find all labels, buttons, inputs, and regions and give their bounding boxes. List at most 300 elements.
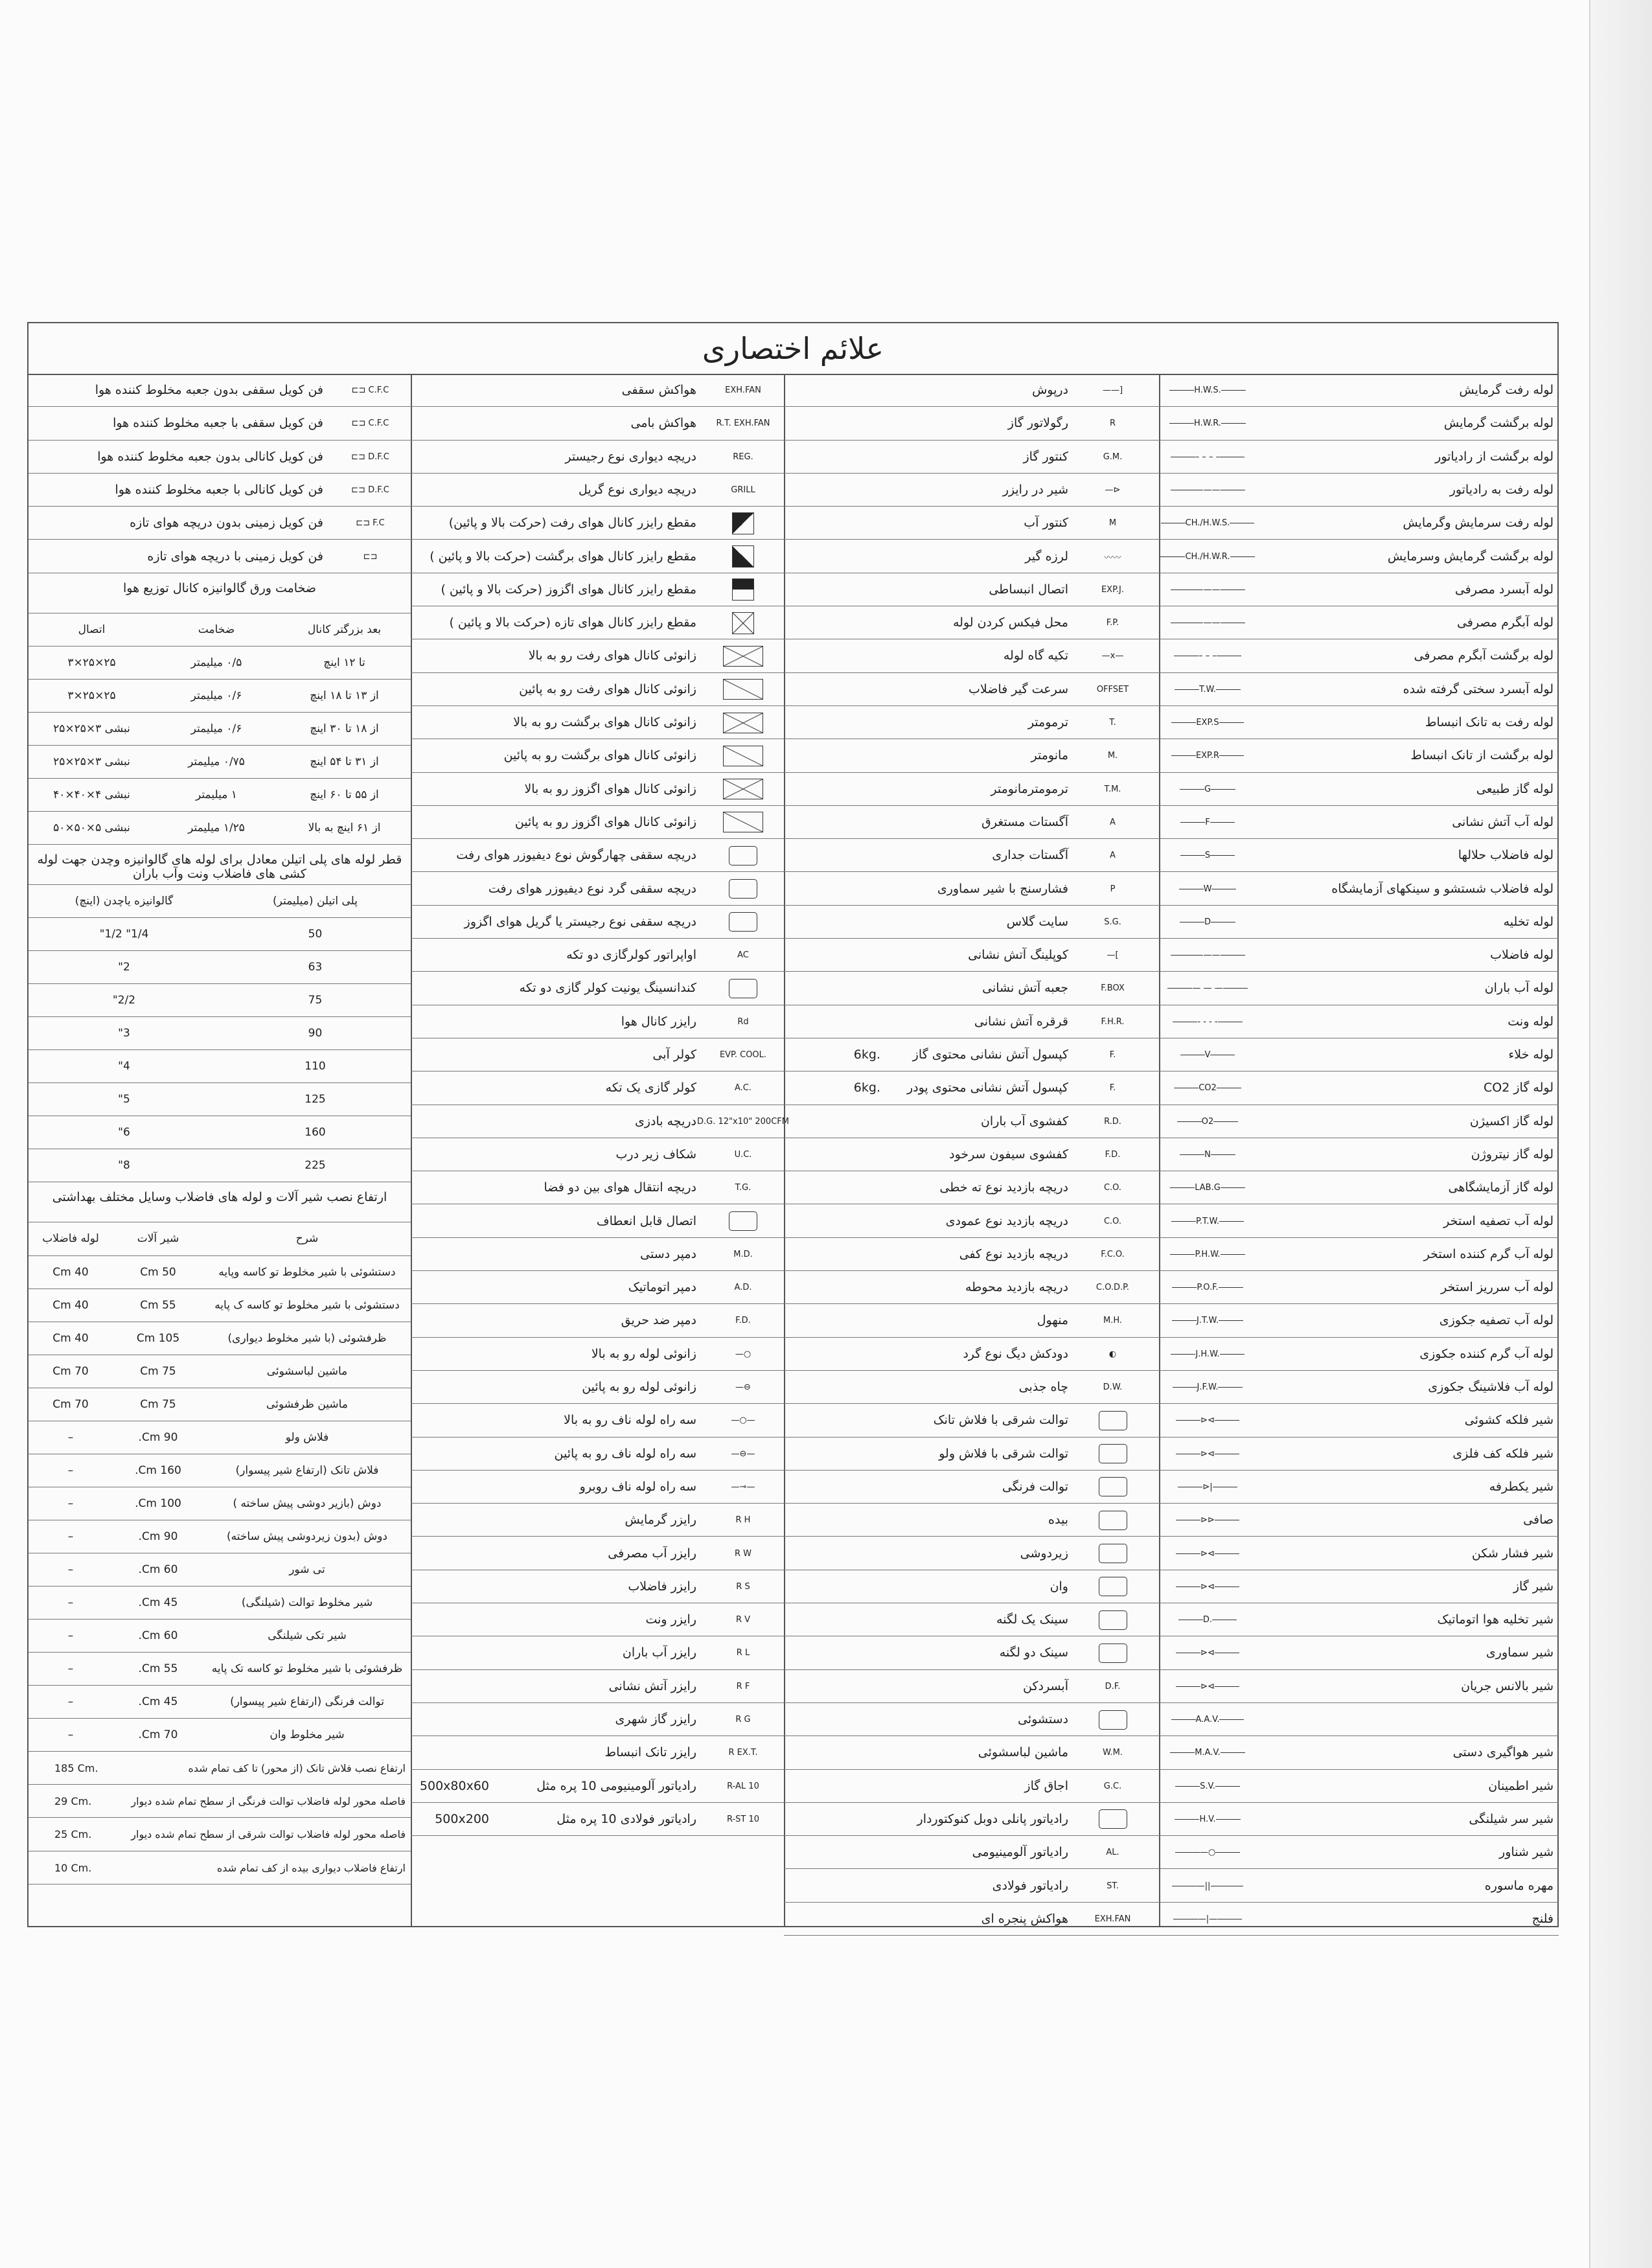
fixture-symbol xyxy=(1069,1636,1156,1669)
symbol-code: ⊳⊳ xyxy=(1200,1515,1215,1526)
symbol-code: M.A.V. xyxy=(1195,1748,1221,1758)
legend-row xyxy=(1159,639,1559,672)
legend-label: ارتفاع نصب فلاش تانک (از محور) تا کف تمام شده xyxy=(188,1761,406,1774)
legend-label: رایزر آب مصرفی xyxy=(608,1546,696,1561)
table-cell: 45 Cm. xyxy=(138,1596,178,1609)
hvac-symbol xyxy=(702,1205,784,1238)
table-header-cell: بعد بزرگتر کانال xyxy=(307,623,382,636)
pipe-symbol xyxy=(1159,1703,1256,1736)
legend-row xyxy=(1159,507,1559,540)
table-cell: 55 Cm. xyxy=(138,1662,178,1675)
pipe-row xyxy=(29,1083,411,1116)
legend-row xyxy=(411,1238,784,1271)
symbol-code: —x— xyxy=(1101,651,1124,661)
symbol-code: N xyxy=(1204,1149,1211,1160)
legend-row xyxy=(1159,1438,1559,1471)
legend-row xyxy=(411,1603,784,1636)
table-title-text: ضخامت ورق گالوانیزه کانال توزیع هوا xyxy=(123,580,316,595)
fancoil-row xyxy=(29,474,411,507)
table-cell: فلاش ولو xyxy=(285,1430,329,1444)
legend-row xyxy=(1159,1138,1559,1171)
pipe-symbol xyxy=(1159,1005,1256,1038)
symbol-code: H.W.S. xyxy=(1194,385,1221,395)
pipe-symbol xyxy=(1159,1171,1256,1204)
line-mark xyxy=(1213,1121,1238,1122)
legend-label: دریچه سقفی چهارگوش نوع دیفیوزر هوای رفت xyxy=(456,848,696,863)
legend-row xyxy=(1159,1570,1559,1603)
duct-row xyxy=(29,746,411,779)
legend-label: لوله تخلیه xyxy=(1503,914,1554,929)
fixture-symbol xyxy=(1069,1071,1156,1105)
legend-row xyxy=(784,1670,1159,1703)
legend-label: شیر شناور xyxy=(1499,1845,1554,1860)
legend-row xyxy=(784,1371,1159,1404)
symbol-code: —⊳ xyxy=(1105,485,1121,495)
symbol-code: ——] xyxy=(1102,385,1123,395)
legend-row xyxy=(784,673,1159,706)
fixture-symbol xyxy=(1069,1304,1156,1337)
legend-label: دریچه دیواری نوع گریل xyxy=(578,482,696,497)
legend-row xyxy=(784,1171,1159,1204)
fixture-symbol xyxy=(1069,739,1156,772)
table-header-cell: لوله فاضلاب xyxy=(42,1232,99,1246)
line-mark xyxy=(1223,988,1248,989)
table-cell: 5" xyxy=(118,1093,130,1106)
pipe-symbol xyxy=(1159,1603,1256,1636)
hvac-symbol xyxy=(702,1471,784,1504)
legend-label: ترمومتر xyxy=(1027,715,1068,729)
legend-label: دریچه بازدید نوع کفی xyxy=(959,1246,1068,1261)
line-mark xyxy=(1218,1387,1243,1388)
hvac-symbol xyxy=(702,1171,784,1204)
legend-label: قرقره آتش نشانی xyxy=(974,1014,1068,1029)
legend-row xyxy=(784,839,1159,872)
hvac-symbol xyxy=(702,1670,784,1703)
legend-label: فن کویل کانالی بدون جعبه مخلوط کننده هوا xyxy=(97,449,323,464)
symbol-code: ——— xyxy=(1195,950,1221,961)
table-cell: نبشی ۵×۵۰×۵۰ xyxy=(53,821,130,835)
legend-row xyxy=(1159,540,1559,573)
legend-row xyxy=(784,639,1159,672)
legend-row xyxy=(411,1670,784,1703)
table-title-text: ارتفاع نصب شیر آلات و لوله های فاضلاب وسایل مختلف بهداشتی xyxy=(52,1190,387,1205)
table-cell: – xyxy=(67,1629,74,1642)
legend-row xyxy=(1159,374,1559,407)
table-cell: 55 Cm xyxy=(140,1298,176,1312)
hvac-symbol xyxy=(702,1504,784,1537)
legend-label: سینک دو لگنه xyxy=(999,1645,1068,1660)
symbol-code: ⊏⊐ xyxy=(363,551,378,562)
legend-label: لوله گاز اکسیژن xyxy=(1469,1114,1554,1128)
symbol-code: S.G. xyxy=(1104,917,1121,927)
hvac-symbol xyxy=(702,906,784,939)
symbol-code: ⊳⊲ xyxy=(1200,1648,1215,1658)
fixture-symbol xyxy=(1069,1005,1156,1038)
line-mark xyxy=(1215,1553,1239,1554)
table-cell: – xyxy=(67,1496,74,1510)
table-cell: 40 Cm xyxy=(52,1265,89,1279)
legend-label: دودکش دیگ نوع گرد xyxy=(963,1346,1068,1361)
symbol-code: D.F. xyxy=(1105,1681,1121,1691)
legend-row xyxy=(784,507,1159,540)
legend-row xyxy=(1159,939,1559,972)
pipe-symbol xyxy=(1159,1105,1256,1138)
duct-elbow-icon xyxy=(723,713,763,733)
pipe-symbol xyxy=(1159,1371,1256,1404)
legend-label: اتصال انبساطی xyxy=(989,582,1068,597)
legend-label: ماشین لباسشوئی xyxy=(978,1745,1068,1760)
pipe-symbol xyxy=(1159,1903,1256,1936)
table-cell: از ۱۳ تا ۱۸ اینچ xyxy=(310,689,379,703)
legend-label: کندانسینگ یونیت کولر گازی دو تکه xyxy=(519,981,696,996)
table-cell: 1/4" 1/2" xyxy=(99,928,149,941)
legend-label: زانوئی کانال هوای برگشت رو به پائین xyxy=(503,748,696,763)
legend-label: سایت گلاس xyxy=(1006,914,1068,929)
legend-label: لوله آب گرم کننده جکوزی xyxy=(1419,1346,1554,1361)
legend-row xyxy=(1159,706,1559,739)
legend-label: جعبه آتش نشانی xyxy=(982,981,1068,996)
table-header-row xyxy=(29,613,411,647)
symbol-code: C.O. xyxy=(1103,1216,1122,1226)
symbol-code: M. xyxy=(1107,751,1118,761)
pipe-symbol xyxy=(1159,474,1256,507)
legend-column-accessories xyxy=(784,374,1159,1927)
line-mark xyxy=(1180,789,1204,790)
symbol-code: D. xyxy=(1202,1615,1213,1625)
pipe-symbol xyxy=(1159,540,1256,573)
riser-section-icon xyxy=(732,578,754,601)
pipe-symbol xyxy=(1159,1038,1256,1071)
symbol-code: EXH.FAN xyxy=(725,385,761,395)
hvac-symbol xyxy=(702,1005,784,1038)
hvac-symbol xyxy=(702,739,784,772)
fancoil-row xyxy=(29,441,411,474)
table-cell: 105 Cm xyxy=(136,1331,180,1345)
page-edge xyxy=(1589,0,1652,2268)
table-cell: نبشی ۴×۴۰×۴۰ xyxy=(53,788,130,802)
hvac-symbol xyxy=(702,706,784,739)
legend-row xyxy=(411,474,784,507)
hvac-symbol xyxy=(702,374,784,407)
line-mark xyxy=(1215,1852,1240,1853)
fixture-symbol xyxy=(1069,606,1156,639)
legend-label: کوپلینگ آتش نشانی xyxy=(968,948,1068,963)
symbol-code: P xyxy=(1110,884,1116,894)
symbol-code: AL. xyxy=(1106,1848,1119,1858)
legend-row xyxy=(411,839,784,872)
legend-row xyxy=(1159,1404,1559,1437)
legend-row xyxy=(784,1903,1159,1936)
line-mark xyxy=(1176,1586,1200,1587)
table-cell: دستشوئی با شیر مخلوط تو کاسه ک پایه xyxy=(214,1298,400,1312)
symbol-code: P.O.F. xyxy=(1197,1283,1219,1293)
legend-label: آگستات مستغرق xyxy=(981,814,1068,829)
hvac-symbol xyxy=(702,1271,784,1304)
table-cell: ۰/۷۵ میلیمتر xyxy=(188,755,245,769)
fixture-symbol xyxy=(1069,706,1156,739)
extra-row xyxy=(29,1818,411,1851)
hvac-symbol xyxy=(702,773,784,806)
duct-row xyxy=(29,680,411,713)
fixture-symbol xyxy=(1069,1670,1156,1703)
pipe-row xyxy=(29,1050,411,1083)
symbol-code: ⊳⊲ xyxy=(1200,1681,1215,1691)
hvac-symbol xyxy=(702,1770,784,1803)
legend-label: فلنج xyxy=(1532,1911,1554,1926)
legend-label: سینک یک لگنه xyxy=(996,1612,1068,1627)
legend-label: لوله فاضلاب حلالها xyxy=(1458,848,1554,863)
legend-row xyxy=(411,1537,784,1570)
legend-label: مقطع رایزر کانال هوای رفت (حرکت بالا و پائین) xyxy=(448,516,696,531)
symbol-code: S xyxy=(1204,851,1211,861)
table-cell: 75 Cm xyxy=(140,1397,176,1411)
symbol-code: ⊳⊲ xyxy=(1200,1581,1215,1592)
symbol-code: R F xyxy=(736,1681,750,1691)
legend-row xyxy=(784,474,1159,507)
table-cell: 40 Cm xyxy=(52,1331,89,1345)
symbol-code: R-AL 10 xyxy=(727,1781,759,1791)
table-cell: دوش (بازیر دوشی پیش ساخته ) xyxy=(233,1496,382,1510)
symbol-code: —⊸— xyxy=(731,1482,755,1492)
fixture-symbol xyxy=(1069,474,1156,507)
legend-row xyxy=(1159,1271,1559,1304)
legend-label: هواکش بامی xyxy=(630,416,696,431)
fixture-row xyxy=(29,1520,411,1553)
legend-label: مقطع رایزر کانال هوای اگزوز (حرکت بالا و پائین ) xyxy=(441,582,696,597)
symbol-code: H.V. xyxy=(1199,1814,1216,1824)
legend-label: شیر هواگیری دستی xyxy=(1452,1745,1554,1760)
legend-label: شیر فلکه کشوئی xyxy=(1464,1413,1554,1428)
symbol-code: ——— xyxy=(1195,618,1221,628)
pipe-row xyxy=(29,1116,411,1149)
fixture-icon xyxy=(1099,1610,1127,1630)
line-mark xyxy=(1175,689,1199,690)
legend-row xyxy=(784,1870,1159,1903)
symbol-code: R.D. xyxy=(1104,1116,1121,1127)
fancoil-symbol xyxy=(330,407,411,440)
symbol-code: —⊖— xyxy=(731,1449,755,1459)
fixture-row xyxy=(29,1487,411,1520)
legend-row xyxy=(411,1171,784,1204)
legend-label: فن کویل سقفی با جعبه مخلوط کننده هوا xyxy=(113,416,323,431)
legend-label: لوله آبسرد مصرفی xyxy=(1454,582,1554,597)
fixture-symbol xyxy=(1069,1338,1156,1371)
table-cell: – xyxy=(67,1728,74,1741)
legend-label: رادیاتور آلومینیومی 10 پره مثل xyxy=(536,1778,696,1793)
legend-label: کولر گازی یک تکه xyxy=(605,1081,696,1095)
pipe-symbol xyxy=(1159,1537,1256,1570)
table-header-cell: پلی اتیلن (میلیمتر) xyxy=(272,895,358,908)
table-cell: ۱ میلیمتر xyxy=(196,788,237,802)
hvac-symbol xyxy=(702,1537,784,1570)
hvac-symbol xyxy=(702,1338,784,1371)
legend-row xyxy=(411,906,784,939)
legend-label: منهول xyxy=(1037,1313,1068,1328)
pipe-row xyxy=(29,1149,411,1182)
legend-row xyxy=(1159,972,1559,1005)
fixture-symbol xyxy=(1069,573,1156,606)
hvac-symbol xyxy=(702,407,784,440)
pipe-symbol xyxy=(1159,639,1256,672)
legend-label xyxy=(1275,1703,1554,1736)
symbol-code: R W xyxy=(734,1548,752,1559)
legend-row xyxy=(784,1138,1159,1171)
legend-label: لوله فاضلاب شستشو و سینکهای آزمایشگاه xyxy=(1331,881,1554,896)
fancoil-symbol xyxy=(330,474,411,507)
hvac-symbol xyxy=(702,1138,784,1171)
table-cell: 8" xyxy=(118,1159,130,1173)
hvac-symbol xyxy=(702,507,784,540)
symbol-code: C.O.D.P. xyxy=(1096,1283,1130,1293)
legend-row xyxy=(411,739,784,772)
duct-elbow-icon xyxy=(723,646,763,667)
table-header-cell: شیر آلات xyxy=(137,1232,179,1246)
pipe-symbol xyxy=(1159,407,1256,440)
legend-label: کنتور آب xyxy=(1024,516,1068,531)
fixture-row xyxy=(29,1454,411,1487)
fixture-symbol xyxy=(1069,1038,1156,1071)
line-mark xyxy=(1171,1719,1196,1720)
pipe-symbol xyxy=(1159,1338,1256,1371)
fixture-row xyxy=(29,1620,411,1653)
legend-label: دریچه بازدید محوطه xyxy=(965,1280,1068,1295)
hvac-symbol xyxy=(702,639,784,672)
line-mark xyxy=(1221,1254,1245,1255)
line-mark xyxy=(1172,1287,1197,1288)
legend-label: کفشوی آب باران xyxy=(980,1114,1068,1128)
hvac-symbol xyxy=(702,806,784,839)
duct-elbow-icon xyxy=(723,779,763,799)
line-mark xyxy=(1215,1786,1240,1787)
legend-label: صافی xyxy=(1523,1513,1554,1528)
symbol-code: ⊳⊲ xyxy=(1200,1415,1215,1426)
fancoil-symbol xyxy=(330,540,411,573)
legend-label: ترمومترمانومتر xyxy=(991,781,1068,796)
size-label: 500x200 xyxy=(435,1811,489,1826)
symbol-code: ⊏⊐ C.F.C xyxy=(351,385,389,395)
line-mark xyxy=(1219,1287,1243,1288)
legend-row xyxy=(411,1504,784,1537)
symbol-code: —○— xyxy=(731,1415,755,1426)
legend-row xyxy=(1159,1205,1559,1238)
line-mark xyxy=(1176,1686,1200,1687)
fixture-symbol xyxy=(1069,374,1156,407)
hvac-symbol xyxy=(702,1636,784,1669)
line-mark xyxy=(1215,1686,1239,1687)
table-cell: – xyxy=(67,1695,74,1708)
legend-row xyxy=(411,1038,784,1071)
size-label: 500x80x60 xyxy=(419,1778,489,1793)
table-cell: 160 Cm. xyxy=(135,1463,181,1477)
pipe-symbol xyxy=(1159,839,1256,872)
legend-label: شیر بالانس جریان xyxy=(1461,1678,1554,1693)
duct-row xyxy=(29,647,411,680)
legend-row xyxy=(411,1636,784,1669)
legend-label: زانوئی لوله رو به بالا xyxy=(591,1346,696,1361)
pipe-row xyxy=(29,951,411,984)
legend-label: سه راه لوله ناف روبرو xyxy=(579,1479,696,1494)
legend-label: اواپراتور کولرگازی دو تکه xyxy=(566,948,696,963)
duct-elbow-icon xyxy=(723,746,763,766)
hvac-symbol xyxy=(702,972,784,1005)
symbol-code: ——— xyxy=(1195,584,1221,595)
symbol-code: M xyxy=(1108,518,1117,529)
table-cell: 50 Cm xyxy=(140,1265,176,1279)
legend-row xyxy=(1159,1603,1559,1636)
symbol-code: T.M. xyxy=(1104,784,1121,794)
symbol-code: T. xyxy=(1109,718,1116,727)
table-cell: ماشین لباسشوئی xyxy=(266,1364,348,1378)
page-title: علائم اختصاری xyxy=(29,323,1557,375)
legend-label: لوله آب سرریز استخر xyxy=(1441,1280,1554,1295)
legend-row xyxy=(411,573,784,606)
symbol-code: W xyxy=(1203,884,1212,894)
table-cell: 160 xyxy=(304,1126,326,1140)
fixture-symbol xyxy=(1069,407,1156,440)
fixture-row xyxy=(29,1553,411,1586)
table-cell: شیر مخلوط توالت (شیلنگی) xyxy=(241,1596,373,1609)
table-cell: 225 xyxy=(304,1159,326,1173)
symbol-code: M.H. xyxy=(1103,1316,1123,1326)
symbol-code: CH./H.W.S. xyxy=(1185,518,1230,529)
legend-row xyxy=(1159,1770,1559,1803)
line-mark xyxy=(1211,1154,1235,1155)
legend-label: لوله برگشت گرمایش xyxy=(1443,416,1554,431)
hvac-symbol xyxy=(702,673,784,706)
legend-row xyxy=(784,441,1159,474)
table-cell: دستشوئی با شیر مخلوط تو کاسه وپایه xyxy=(218,1265,396,1279)
line-mark xyxy=(1220,1354,1245,1355)
symbol-code: R xyxy=(1109,418,1116,429)
legend-label: دریچه دیواری نوع رجیستر xyxy=(565,449,696,464)
table-cell: 125 xyxy=(304,1093,326,1106)
line-mark xyxy=(1215,1586,1239,1587)
extra-row xyxy=(29,1785,411,1818)
fixture-icon xyxy=(1099,1544,1127,1563)
legend-row xyxy=(1159,1471,1559,1504)
pipe-symbol xyxy=(1159,739,1256,772)
legend-label: فشارسنج با شیر سماوری xyxy=(937,881,1068,896)
table-cell: 60 Cm. xyxy=(138,1563,178,1576)
legend-row xyxy=(784,806,1159,839)
legend-label: شیر یکطرفه xyxy=(1489,1479,1554,1494)
symbol-code: EXP.J. xyxy=(1101,584,1125,595)
legend-row xyxy=(784,1570,1159,1603)
fixture-symbol xyxy=(1069,639,1156,672)
legend-label: لوله آبسرد سختی گرفته شده xyxy=(1403,682,1554,696)
legend-label: درپوش xyxy=(1032,383,1068,397)
legend-row xyxy=(411,1071,784,1105)
diffuser-icon xyxy=(729,912,757,932)
legend-row xyxy=(411,939,784,972)
legend-label: رایزر ونت xyxy=(645,1612,696,1627)
legend-row xyxy=(411,1803,784,1836)
legend-label: رایزر آب باران xyxy=(622,1645,696,1660)
legend-row xyxy=(411,806,784,839)
pipe-symbol xyxy=(1159,1636,1256,1669)
legend-row xyxy=(1159,839,1559,872)
legend-label: رایزر تانک انبساط xyxy=(604,1745,696,1760)
legend-label: لوله آب گرم کننده استخر xyxy=(1423,1246,1554,1261)
fixture-row xyxy=(29,1355,411,1388)
table-header-cell: گالوانیزه یاچدن (اینچ) xyxy=(75,895,174,908)
legend-row xyxy=(1159,1371,1559,1404)
legend-row xyxy=(1159,806,1559,839)
legend-row xyxy=(784,1238,1159,1271)
legend-row xyxy=(1159,1670,1559,1703)
hvac-symbol xyxy=(702,1304,784,1337)
legend-label: فن کویل زمینی با دریچه هوای تازه xyxy=(147,549,323,564)
